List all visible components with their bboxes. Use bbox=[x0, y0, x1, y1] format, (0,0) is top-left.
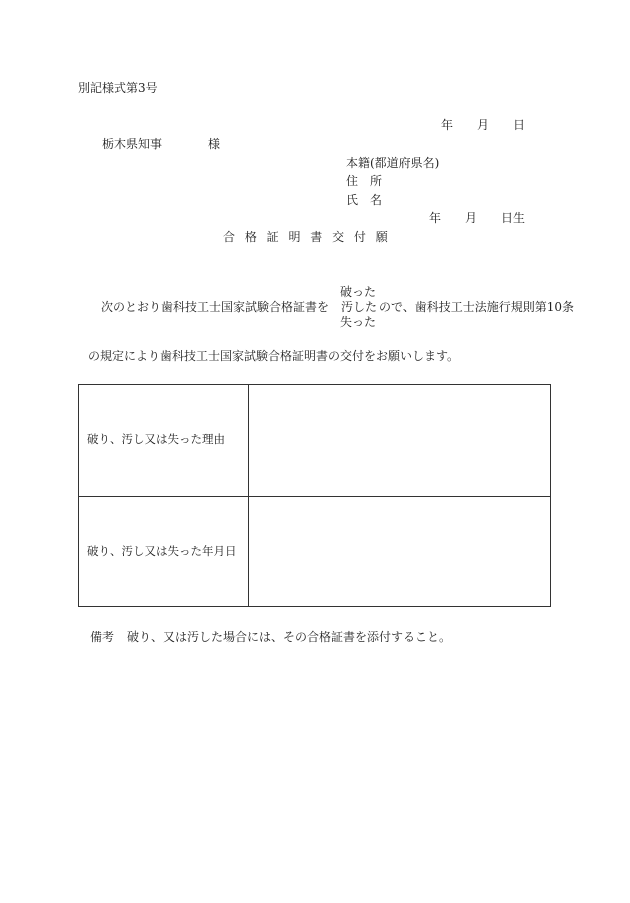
incident-date-value[interactable] bbox=[251, 499, 548, 605]
date-month-label: 月 bbox=[477, 118, 490, 132]
reason-label: 破り、汚し又は失った理由 bbox=[87, 432, 225, 446]
remarks-label: 備考 bbox=[90, 630, 115, 644]
body-line1-suffix: ので、歯科技工士法施行規則第10条 bbox=[379, 300, 575, 314]
date-year-label: 年 bbox=[441, 118, 454, 132]
option-broken: 破った bbox=[340, 285, 377, 299]
table-row-divider bbox=[79, 496, 550, 497]
incident-date-label: 破り、汚し又は失った年月日 bbox=[87, 544, 237, 558]
remarks-text: 破り、又は汚した場合には、その合格証書を添付すること。 bbox=[127, 630, 452, 644]
domicile-label: 本籍(都道府県名) bbox=[346, 156, 440, 170]
body-line1-prefix: 次のとおり歯科技工士国家試験合格証書を bbox=[101, 300, 330, 314]
details-table bbox=[78, 384, 551, 607]
addressee-honorific: 様 bbox=[208, 137, 221, 151]
addressee-name: 栃木県知事 bbox=[102, 137, 163, 151]
document-title: 合 格 証 明 書 交 付 願 bbox=[223, 230, 391, 244]
date-day-label: 日 bbox=[513, 118, 526, 132]
address-label: 住 所 bbox=[346, 174, 383, 188]
birth-day-label: 日生 bbox=[501, 211, 526, 225]
option-soiled: 汚した bbox=[341, 300, 378, 314]
form-number: 別記様式第3号 bbox=[78, 81, 158, 95]
birth-month-label: 月 bbox=[465, 211, 478, 225]
option-lost: 失った bbox=[340, 315, 377, 329]
birth-year-label: 年 bbox=[429, 211, 442, 225]
name-label: 氏 名 bbox=[346, 193, 383, 207]
reason-value[interactable] bbox=[251, 387, 548, 494]
body-line2: の規定により歯科技工士国家試験合格証明書の交付をお願いします。 bbox=[88, 349, 460, 363]
